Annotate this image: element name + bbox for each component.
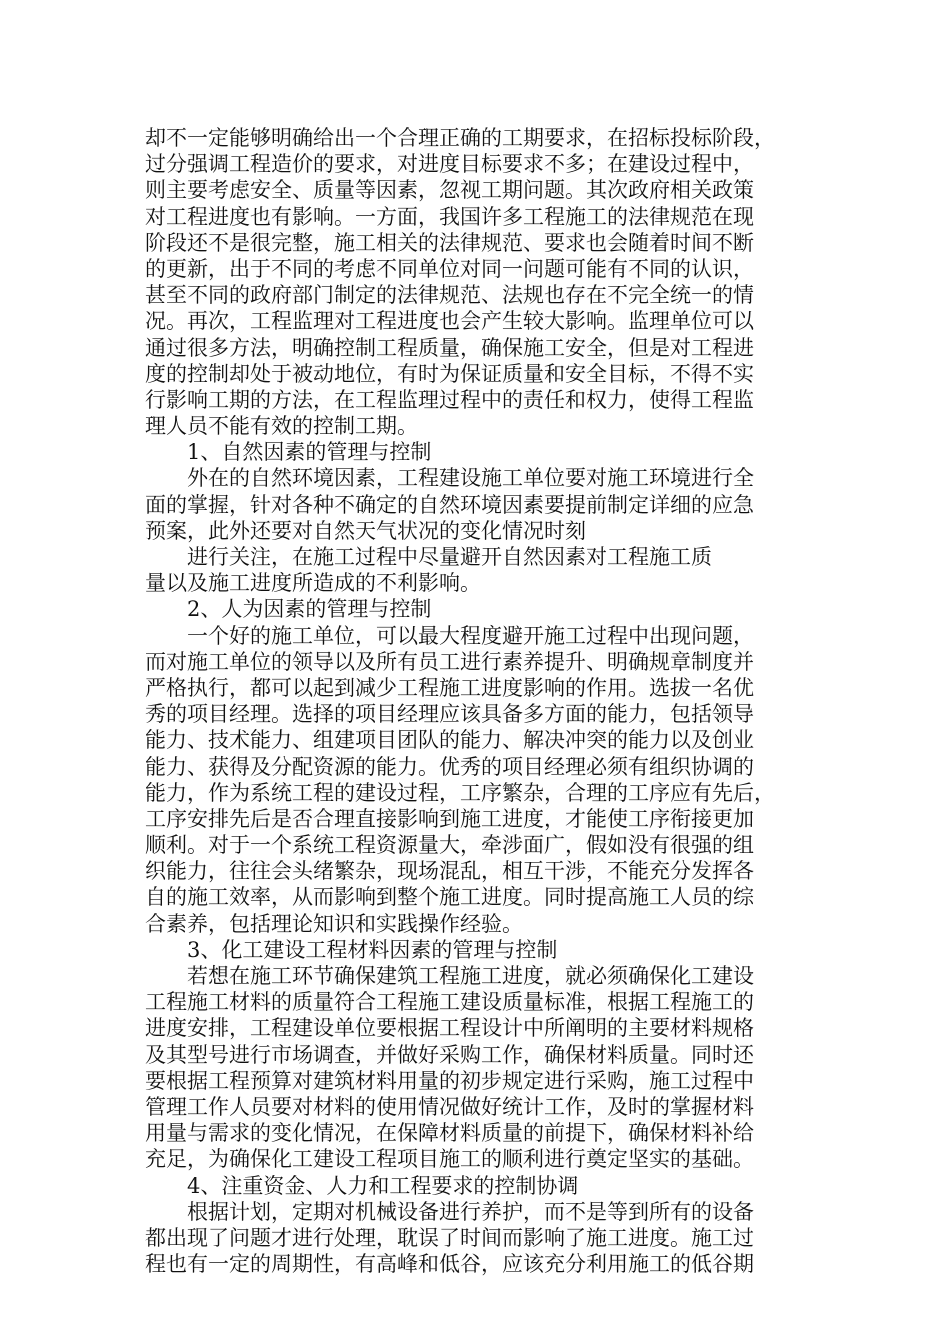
- paragraph-line: 秀的项目经理。选择的项目经理应该具备多方面的能力，包括领导: [145, 702, 754, 727]
- paragraph-line: 过分强调工程造价的要求，对进度目标要求不多；在建设过程中，: [145, 152, 754, 177]
- paragraph-line: 度的控制却处于被动地位，有时为保证质量和安全目标，不得不实: [145, 361, 754, 386]
- paragraph-line-indented: 进行关注，在施工过程中尽量避开自然因素对工程施工质: [187, 545, 712, 569]
- paragraph-line: 却不一定能够明确给出一个合理正确的工期要求，在招标投标阶段，: [145, 126, 775, 150]
- paragraph-line: 程也有一定的周期性，有高峰和低谷，应该充分利用施工的低谷期: [145, 1252, 754, 1277]
- paragraph-line-indented: 外在的自然环境因素，工程建设施工单位要对施工环境进行全: [187, 466, 754, 491]
- paragraph-line: 顺利。对于一个系统工程资源量大，牵涉面广，假如没有很强的组: [145, 833, 754, 858]
- paragraph-line-indented: 4、注重资金、人力和工程要求的控制协调: [187, 1173, 579, 1198]
- paragraph-line: 进度安排，工程建设单位要根据工程设计中所阐明的主要材料规格: [145, 1016, 754, 1041]
- paragraph-line-indented: 一个好的施工单位，可以最大程度避开施工过程中出现问题，: [187, 623, 754, 648]
- paragraph-line: 能力、技术能力、组建项目团队的能力、解决冲突的能力以及创业: [145, 728, 754, 753]
- paragraph-line: 则主要考虑安全、质量等因素，忽视工期问题。其次政府相关政策: [145, 178, 754, 203]
- paragraph-line: 用量与需求的变化情况，在保障材料质量的前提下，确保材料补给: [145, 1121, 754, 1146]
- paragraph-line: 通过很多方法，明确控制工程质量，确保施工安全，但是对工程进: [145, 335, 754, 360]
- paragraph-line: 工序安排先后是否合理直接影响到施工进度，才能使工序衔接更加: [145, 806, 754, 831]
- paragraph-line: 及其型号进行市场调查，并做好采购工作，确保材料质量。同时还: [145, 1042, 754, 1067]
- paragraph-line: 对工程进度也有影响。一方面，我国许多工程施工的法律规范在现: [145, 204, 754, 229]
- paragraph-line-indented: 根据计划，定期对机械设备进行养护，而不是等到所有的设备: [187, 1199, 754, 1224]
- document-body: [145, 125, 805, 1277]
- paragraph-line: 管理工作人员要对材料的使用情况做好统计工作，及时的掌握材料: [145, 1094, 754, 1119]
- paragraph-line-indented: 2、人为因素的管理与控制: [187, 597, 432, 622]
- paragraph-line: 能力，作为系统工程的建设过程，工序繁杂，合理的工序应有先后，: [145, 780, 775, 805]
- paragraph-line: 要根据工程预算对建筑材料用量的初步规定进行采购，施工过程中: [145, 1068, 754, 1093]
- paragraph-line: 合素养，包括理论知识和实践操作经验。: [145, 911, 523, 936]
- paragraph-line: 的更新，出于不同的考虑不同单位对同一问题可能有不同的认识，: [145, 256, 754, 281]
- paragraph-line: 工程施工材料的质量符合工程施工建设质量标准，根据工程施工的: [145, 990, 754, 1015]
- paragraph-line-indented: 1、自然因素的管理与控制: [187, 440, 432, 465]
- paragraph-line: 甚至不同的政府部门制定的法律规范、法规也存在不完全统一的情: [145, 283, 754, 308]
- paragraph-line: 充足，为确保化工建设工程项目施工的顺利进行奠定坚实的基础。: [145, 1147, 754, 1172]
- paragraph-line: 而对施工单位的领导以及所有员工进行素养提升、明确规章制度并: [145, 649, 754, 674]
- paragraph-line: 行影响工期的方法，在工程监理过程中的责任和权力，使得工程监: [145, 387, 754, 412]
- paragraph-line: 阶段还不是很完整，施工相关的法律规范、要求也会随着时间不断: [145, 230, 754, 255]
- paragraph-line: 自的施工效率，从而影响到整个施工进度。同时提高施工人员的综: [145, 885, 754, 910]
- paragraph-line: 严格执行，都可以起到减少工程施工进度影响的作用。选拔一名优: [145, 675, 754, 700]
- paragraph-line: 预案，此外还要对自然天气状况的变化情况时刻: [145, 518, 586, 543]
- paragraph-line: 都出现了问题才进行处理，耽误了时间而影响了施工进度。施工过: [145, 1225, 754, 1250]
- paragraph-line-indented: 若想在施工环节确保建筑工程施工进度，就必须确保化工建设: [187, 964, 754, 988]
- paragraph-line: 况。再次，工程监理对工程进度也会产生较大影响。监理单位可以: [145, 309, 754, 334]
- paragraph-line: 量以及施工进度所造成的不利影响。: [145, 571, 481, 596]
- paragraph-line: 理人员不能有效的控制工期。: [145, 414, 418, 439]
- paragraph-line-indented: 3、化工建设工程材料因素的管理与控制: [187, 937, 558, 962]
- paragraph-line: 织能力，往往会头绪繁杂，现场混乱，相互干涉，不能充分发挥各: [145, 859, 754, 884]
- paragraph-line: 能力、获得及分配资源的能力。优秀的项目经理必须有组织协调的: [145, 754, 754, 779]
- paragraph-line: 面的掌握，针对各种不确定的自然环境因素要提前制定详细的应急: [145, 492, 754, 517]
